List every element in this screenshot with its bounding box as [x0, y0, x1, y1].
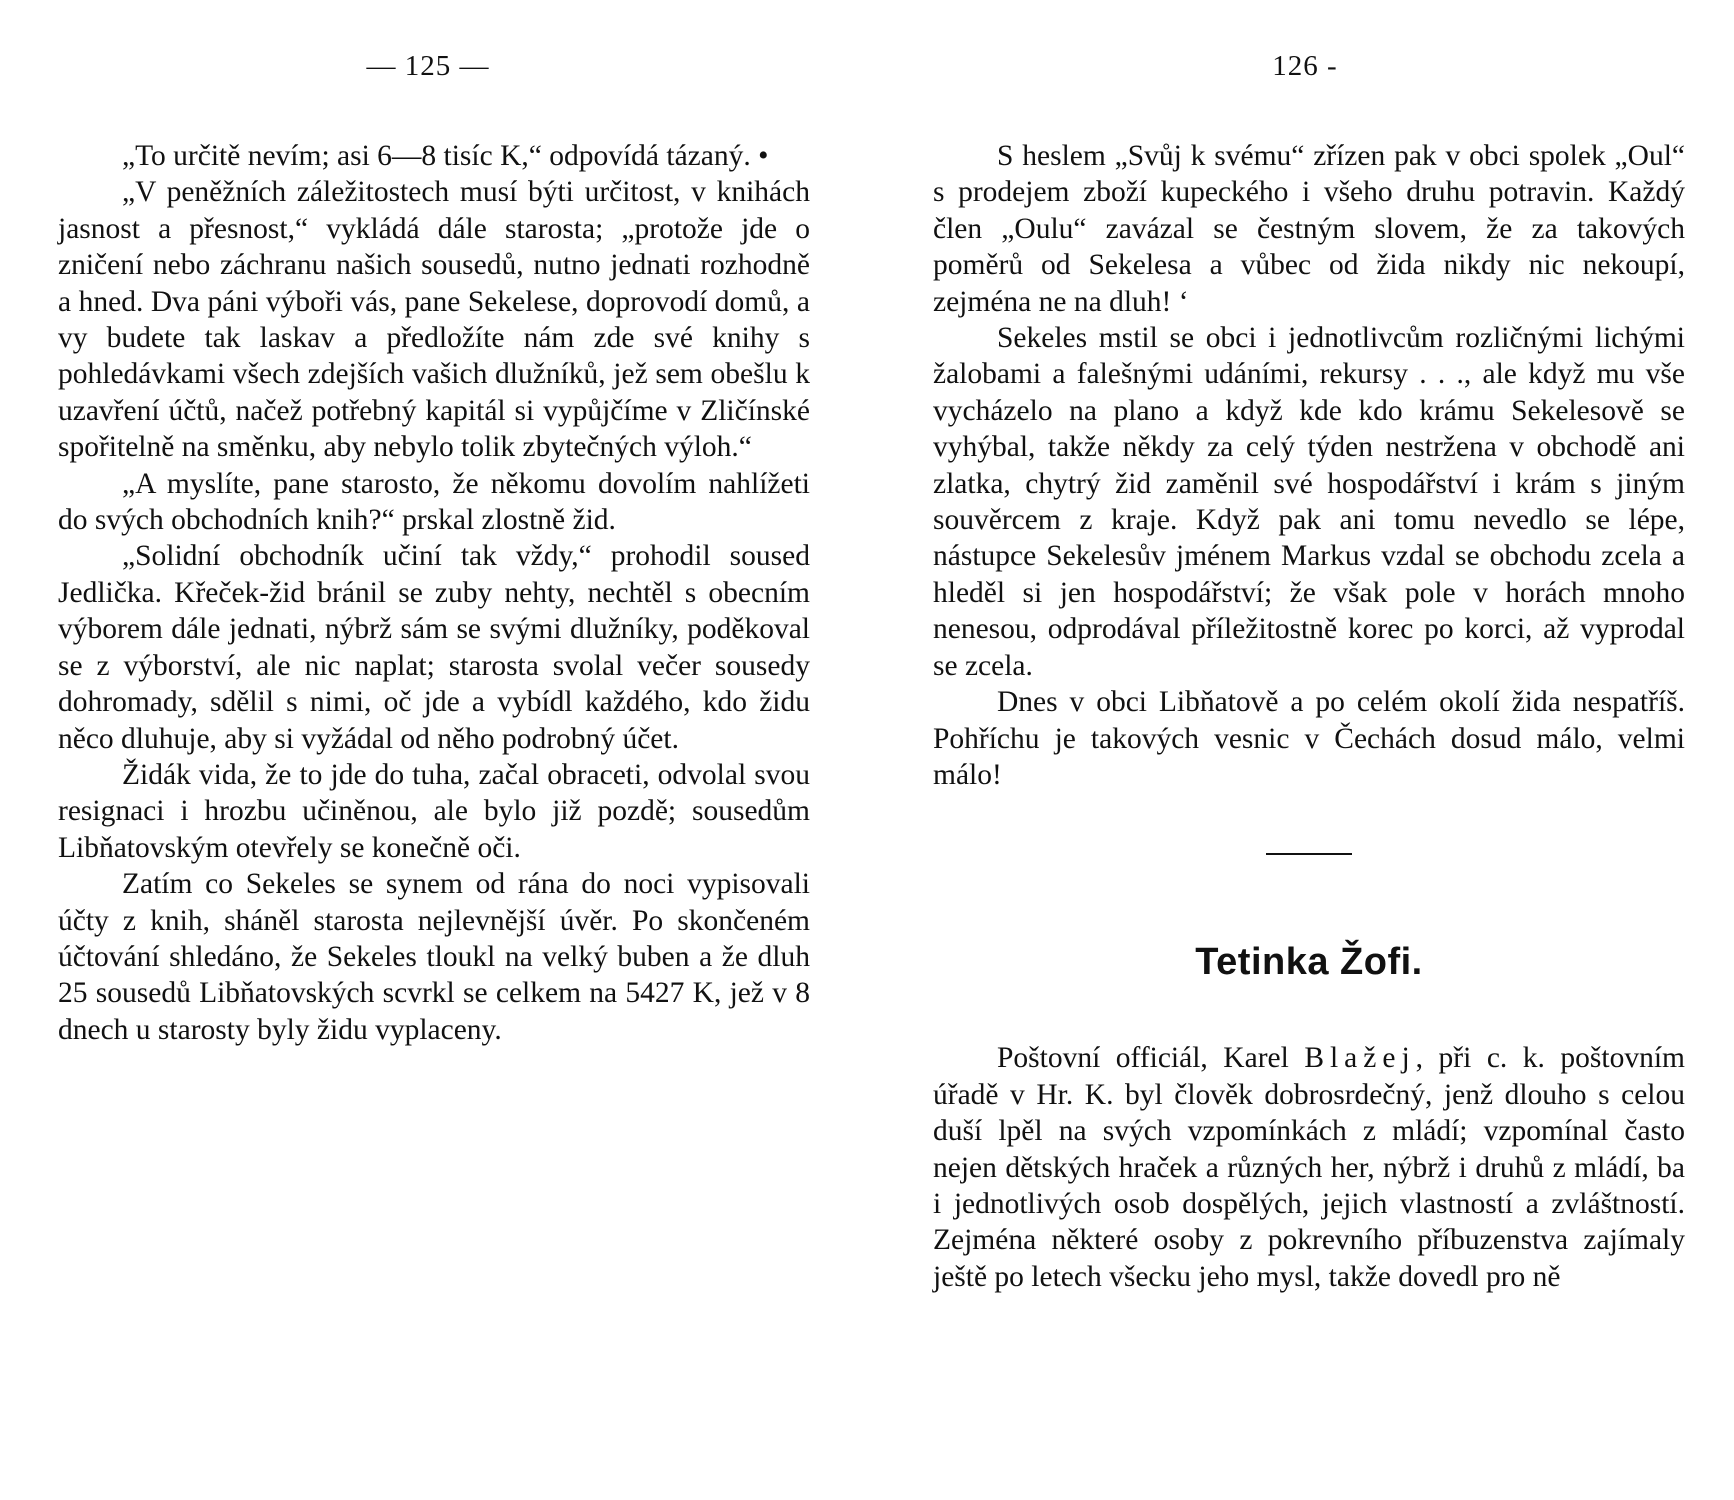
- paragraph: „V peněžních záležitostech musí býti určitost, v knihách jasnost a přesnost,“ vykládá dále starosta; „protože jde o zničení nebo záchranu našich sousedů, nutno jednati rozhodně a hned. Dva páni výboři vás, pane Sekelese, doprovodí domů, a vy budete tak laskav a předložíte nám zde své knihy s pohledávkami všech zdejších vašich dlužníků, jež sem obešlu k uzavření účtů, načež potřebný kapitál si vypůjčíme v Zličínské spořitelně na směnku, aby nebylo tolik zbytečných výloh.“: [58, 176, 810, 464]
- chapter-title: Tetinka Žofi.: [1195, 941, 1423, 984]
- paragraph-text: Poštovní officiál, Karel: [997, 1042, 1305, 1075]
- spaced-name: Blažej: [1304, 1042, 1416, 1075]
- paragraph: Židák vida, že to jde do tuha, začal obraceti, odvolal svou resignaci i hrozbu učiněnou, ale bylo již pozdě; sousedům Libňatovským otevřely se konečně oči.: [58, 758, 810, 864]
- section-divider: [1266, 853, 1352, 855]
- page-number: — 125 —: [366, 50, 490, 82]
- body-text: [933, 138, 1685, 1295]
- paragraph: „To určitě nevím; asi 6—8 tisíc K,“ odpovídá tázaný. •: [122, 140, 769, 172]
- body-text: [58, 138, 810, 1048]
- paragraph: „A myslíte, pane starosto, že někomu dovolím nahlížeti do svých obchodních knih?“ prskal zlostně žid.: [58, 467, 810, 537]
- paragraph: S heslem „Svůj k svému“ zřízen pak v obci spolek „Oul“ s prodejem zboží kupeckého i všeho druhu potravin. Každý člen „Oulu“ zavázal se čestným slovem, že za takových poměrů od Sekelesa a vůbec od žida nikdy nic nekoupí, zejména ne na dluh! ‘: [933, 140, 1685, 318]
- paragraph-text: , při c. k. poštovním úřadě v Hr. K. byl člověk dobrosrdečný, jenž dlouho s celou duší lpěl na svých vzpomínkách z mládí; vzpomínal často nejen dětských hraček a různých her, nýbrž i druhů z mládí, ba i jednotlivých osob dospělých, jejich vlastností a zvláštností. Zejména některé osoby z pokrevního příbuzenstva zajímaly ještě po letech všecku jeho mysl, takže dovedl pro ně: [933, 1042, 1685, 1293]
- paragraph: „Solidní obchodník učiní tak vždy,“ prohodil soused Jedlička. Křeček-žid bránil se zuby nehty, nechtěl s obecním výborem dále jednati, nýbrž sám se svými dlužníky, poděkoval se z výborství, ale nic naplat; starosta svolal večer sousedy dohromady, sdělil s nimi, oč jde a vybídl každého, kdo židu něco dluhuje, aby si vyžádal od něho podrobný účet.: [58, 540, 810, 755]
- page-number: 126 -: [1272, 50, 1338, 82]
- paragraph: Dnes v obci Libňatově a po celém okolí žida nespatříš. Pohříchu je takových vesnic v Čechách dosud málo, velmi málo!: [933, 686, 1685, 791]
- right-page: [925, 0, 1685, 1500]
- paragraph: Zatím co Sekeles se synem od rána do noci vypisovali účty z knih, sháněl starosta nejlevnější úvěr. Po skončeném účtování shledáno, že Sekeles tloukl na velký buben a že dluh 25 sousedů Libňatovských scvrkl se celkem na 5427 K, jež v 8 dnech u starosty byly židu vyplaceny.: [58, 868, 810, 1046]
- paragraph: [933, 1040, 1685, 1295]
- left-page: [48, 0, 808, 1500]
- paragraph: Sekeles mstil se obci i jednotlivcům rozličnými lichými žalobami a falešnými udáními, rekursy . . ., ale když mu vše vycházelo na plano a když kde kdo krámu Sekelesově se vyhýbal, takže někdy za celý týden nestržena v obchodě ani zlatka, chytrý žid zaměnil své hospodářství i krám s jiným souvěrcem z kraje. Když pak ani tomu nevedlo se lépe, nástupce Sekelesův jménem Markus vzdal se obchodu zcela a hleděl si jen hospodářství; že však pole v horách mnoho nenesou, odprodával příležitostně korec po korci, až vyprodal se zcela.: [933, 322, 1685, 682]
